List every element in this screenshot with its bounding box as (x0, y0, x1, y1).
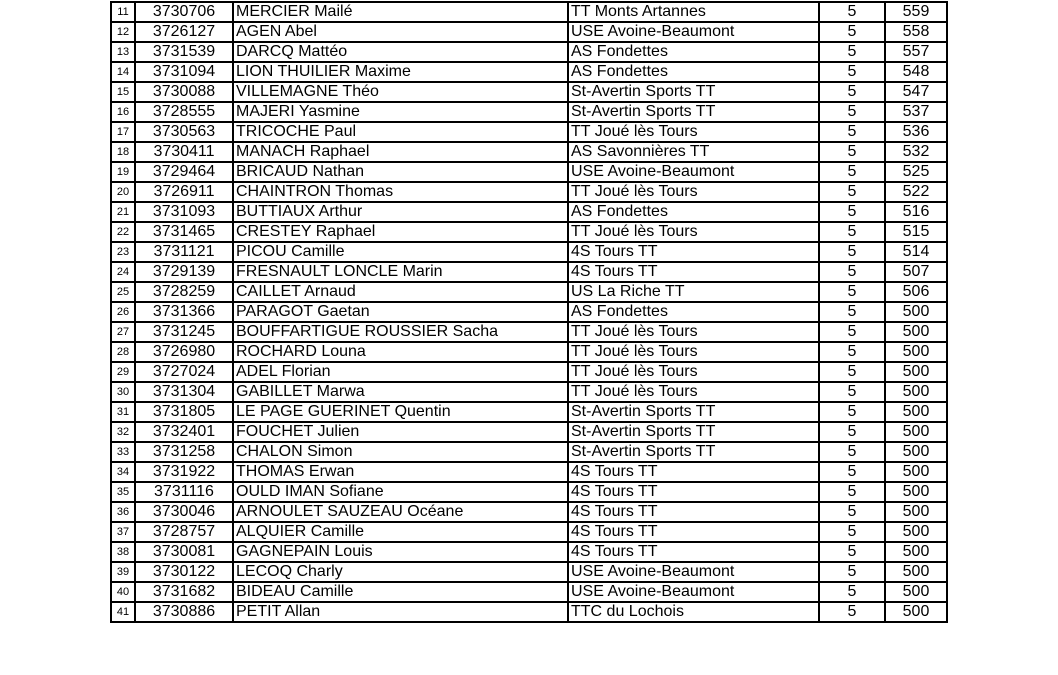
player-name-cell: LECOQ Charly (233, 562, 568, 582)
license-number-cell: 3726911 (135, 182, 233, 202)
club-cell: TT Joué lès Tours (568, 322, 819, 342)
club-cell: AS Savonnières TT (568, 142, 819, 162)
rank-cell: 30 (111, 382, 135, 402)
license-number-cell: 3731465 (135, 222, 233, 242)
club-cell: TT Joué lès Tours (568, 182, 819, 202)
license-number-cell: 3728555 (135, 102, 233, 122)
rank-cell: 39 (111, 562, 135, 582)
category-cell: 5 (819, 362, 885, 382)
category-cell: 5 (819, 462, 885, 482)
player-name-cell: CAILLET Arnaud (233, 282, 568, 302)
license-number-cell: 3726980 (135, 342, 233, 362)
points-cell: 500 (885, 582, 947, 602)
license-number-cell: 3731539 (135, 42, 233, 62)
category-cell: 5 (819, 342, 885, 362)
club-cell: 4S Tours TT (568, 462, 819, 482)
license-number-cell: 3728757 (135, 522, 233, 542)
club-cell: USE Avoine-Beaumont (568, 162, 819, 182)
club-cell: TT Joué lès Tours (568, 122, 819, 142)
points-cell: 500 (885, 342, 947, 362)
rank-cell: 22 (111, 222, 135, 242)
license-number-cell: 3730563 (135, 122, 233, 142)
table-row (111, 602, 947, 622)
rank-cell: 38 (111, 542, 135, 562)
table-row (111, 62, 947, 82)
category-cell: 5 (819, 2, 885, 22)
player-name-cell: MAJERI Yasmine (233, 102, 568, 122)
license-number-cell: 3726127 (135, 22, 233, 42)
player-name-cell: OULD IMAN Sofiane (233, 482, 568, 502)
rank-cell: 36 (111, 502, 135, 522)
table-row (111, 262, 947, 282)
points-cell: 500 (885, 362, 947, 382)
points-cell: 525 (885, 162, 947, 182)
rank-cell: 28 (111, 342, 135, 362)
points-cell: 548 (885, 62, 947, 82)
club-cell: TT Joué lès Tours (568, 362, 819, 382)
points-cell: 500 (885, 542, 947, 562)
player-name-cell: ROCHARD Louna (233, 342, 568, 362)
player-name-cell: PICOU Camille (233, 242, 568, 262)
points-cell: 500 (885, 482, 947, 502)
ranking-table (110, 1, 948, 623)
player-name-cell: GAGNEPAIN Louis (233, 542, 568, 562)
category-cell: 5 (819, 542, 885, 562)
category-cell: 5 (819, 122, 885, 142)
category-cell: 5 (819, 162, 885, 182)
club-cell: TTC du Lochois (568, 602, 819, 622)
rank-cell: 23 (111, 242, 135, 262)
category-cell: 5 (819, 242, 885, 262)
club-cell: St-Avertin Sports TT (568, 102, 819, 122)
rank-cell: 20 (111, 182, 135, 202)
rank-cell: 37 (111, 522, 135, 542)
license-number-cell: 3730122 (135, 562, 233, 582)
points-cell: 532 (885, 142, 947, 162)
license-number-cell: 3731682 (135, 582, 233, 602)
table-row (111, 222, 947, 242)
category-cell: 5 (819, 522, 885, 542)
player-name-cell: VILLEMAGNE Théo (233, 82, 568, 102)
player-name-cell: LE PAGE GUERINET Quentin (233, 402, 568, 422)
table-row (111, 82, 947, 102)
table-row (111, 382, 947, 402)
table-row (111, 122, 947, 142)
rank-cell: 21 (111, 202, 135, 222)
player-name-cell: ARNOULET SAUZEAU Océane (233, 502, 568, 522)
player-name-cell: BOUFFARTIGUE ROUSSIER Sacha (233, 322, 568, 342)
license-number-cell: 3731093 (135, 202, 233, 222)
club-cell: TT Joué lès Tours (568, 342, 819, 362)
player-name-cell: ADEL Florian (233, 362, 568, 382)
category-cell: 5 (819, 202, 885, 222)
rank-cell: 15 (111, 82, 135, 102)
rank-cell: 12 (111, 22, 135, 42)
category-cell: 5 (819, 62, 885, 82)
table-row (111, 542, 947, 562)
rank-cell: 26 (111, 302, 135, 322)
player-name-cell: CRESTEY Raphael (233, 222, 568, 242)
player-name-cell: LION THUILIER Maxime (233, 62, 568, 82)
license-number-cell: 3731121 (135, 242, 233, 262)
points-cell: 558 (885, 22, 947, 42)
rank-cell: 19 (111, 162, 135, 182)
license-number-cell: 3731245 (135, 322, 233, 342)
club-cell: USE Avoine-Beaumont (568, 22, 819, 42)
license-number-cell: 3730088 (135, 82, 233, 102)
club-cell: St-Avertin Sports TT (568, 402, 819, 422)
points-cell: 522 (885, 182, 947, 202)
table-row (111, 562, 947, 582)
table-row (111, 102, 947, 122)
points-cell: 500 (885, 602, 947, 622)
club-cell: St-Avertin Sports TT (568, 82, 819, 102)
club-cell: 4S Tours TT (568, 242, 819, 262)
player-name-cell: CHALON Simon (233, 442, 568, 462)
points-cell: 547 (885, 82, 947, 102)
license-number-cell: 3730081 (135, 542, 233, 562)
player-name-cell: FRESNAULT LONCLE Marin (233, 262, 568, 282)
points-cell: 506 (885, 282, 947, 302)
license-number-cell: 3731805 (135, 402, 233, 422)
table-row (111, 162, 947, 182)
club-cell: USE Avoine-Beaumont (568, 582, 819, 602)
rank-cell: 34 (111, 462, 135, 482)
rank-cell: 32 (111, 422, 135, 442)
table-row (111, 582, 947, 602)
club-cell: US La Riche TT (568, 282, 819, 302)
license-number-cell: 3730706 (135, 2, 233, 22)
table-row (111, 502, 947, 522)
club-cell: AS Fondettes (568, 62, 819, 82)
table-row (111, 462, 947, 482)
table-row (111, 22, 947, 42)
player-name-cell: GABILLET Marwa (233, 382, 568, 402)
points-cell: 500 (885, 302, 947, 322)
rank-cell: 41 (111, 602, 135, 622)
player-name-cell: BIDEAU Camille (233, 582, 568, 602)
table-body (111, 2, 947, 622)
player-name-cell: FOUCHET Julien (233, 422, 568, 442)
player-name-cell: PETIT Allan (233, 602, 568, 622)
club-cell: TT Joué lès Tours (568, 222, 819, 242)
club-cell: 4S Tours TT (568, 542, 819, 562)
club-cell: St-Avertin Sports TT (568, 442, 819, 462)
points-cell: 557 (885, 42, 947, 62)
table-row (111, 482, 947, 502)
player-name-cell: TRICOCHE Paul (233, 122, 568, 142)
license-number-cell: 3731116 (135, 482, 233, 502)
player-name-cell: BUTTIAUX Arthur (233, 202, 568, 222)
points-cell: 500 (885, 562, 947, 582)
table-row (111, 522, 947, 542)
player-name-cell: AGEN Abel (233, 22, 568, 42)
points-cell: 500 (885, 382, 947, 402)
rank-cell: 13 (111, 42, 135, 62)
table-row (111, 2, 947, 22)
player-name-cell: ALQUIER Camille (233, 522, 568, 542)
club-cell: TT Monts Artannes (568, 2, 819, 22)
table-row (111, 202, 947, 222)
points-cell: 500 (885, 502, 947, 522)
table-row (111, 242, 947, 262)
points-cell: 507 (885, 262, 947, 282)
license-number-cell: 3730886 (135, 602, 233, 622)
category-cell: 5 (819, 502, 885, 522)
table-row (111, 422, 947, 442)
license-number-cell: 3729139 (135, 262, 233, 282)
category-cell: 5 (819, 262, 885, 282)
points-cell: 537 (885, 102, 947, 122)
points-cell: 559 (885, 2, 947, 22)
table-row (111, 42, 947, 62)
category-cell: 5 (819, 222, 885, 242)
club-cell: 4S Tours TT (568, 522, 819, 542)
points-cell: 500 (885, 442, 947, 462)
player-name-cell: MERCIER Mailé (233, 2, 568, 22)
category-cell: 5 (819, 42, 885, 62)
player-name-cell: MANACH Raphael (233, 142, 568, 162)
club-cell: St-Avertin Sports TT (568, 422, 819, 442)
category-cell: 5 (819, 282, 885, 302)
points-cell: 500 (885, 422, 947, 442)
rank-cell: 17 (111, 122, 135, 142)
club-cell: 4S Tours TT (568, 502, 819, 522)
license-number-cell: 3730411 (135, 142, 233, 162)
license-number-cell: 3731366 (135, 302, 233, 322)
club-cell: TT Joué lès Tours (568, 382, 819, 402)
club-cell: USE Avoine-Beaumont (568, 562, 819, 582)
table-row (111, 362, 947, 382)
category-cell: 5 (819, 602, 885, 622)
points-cell: 500 (885, 462, 947, 482)
license-number-cell: 3730046 (135, 502, 233, 522)
points-cell: 536 (885, 122, 947, 142)
license-number-cell: 3729464 (135, 162, 233, 182)
table-row (111, 442, 947, 462)
rank-cell: 14 (111, 62, 135, 82)
table-row (111, 142, 947, 162)
category-cell: 5 (819, 182, 885, 202)
points-cell: 500 (885, 402, 947, 422)
player-name-cell: PARAGOT Gaetan (233, 302, 568, 322)
rank-cell: 27 (111, 322, 135, 342)
club-cell: 4S Tours TT (568, 482, 819, 502)
category-cell: 5 (819, 422, 885, 442)
player-name-cell: DARCQ Mattéo (233, 42, 568, 62)
points-cell: 514 (885, 242, 947, 262)
rank-cell: 33 (111, 442, 135, 462)
player-name-cell: CHAINTRON Thomas (233, 182, 568, 202)
rank-cell: 29 (111, 362, 135, 382)
club-cell: AS Fondettes (568, 202, 819, 222)
points-cell: 515 (885, 222, 947, 242)
category-cell: 5 (819, 302, 885, 322)
category-cell: 5 (819, 322, 885, 342)
license-number-cell: 3731094 (135, 62, 233, 82)
license-number-cell: 3731304 (135, 382, 233, 402)
points-cell: 500 (885, 322, 947, 342)
category-cell: 5 (819, 82, 885, 102)
category-cell: 5 (819, 22, 885, 42)
table-row (111, 182, 947, 202)
rank-cell: 35 (111, 482, 135, 502)
club-cell: AS Fondettes (568, 42, 819, 62)
table-row (111, 282, 947, 302)
table-row (111, 402, 947, 422)
rank-cell: 16 (111, 102, 135, 122)
category-cell: 5 (819, 142, 885, 162)
table-row (111, 302, 947, 322)
category-cell: 5 (819, 402, 885, 422)
license-number-cell: 3731258 (135, 442, 233, 462)
table-row (111, 322, 947, 342)
license-number-cell: 3728259 (135, 282, 233, 302)
category-cell: 5 (819, 442, 885, 462)
club-cell: 4S Tours TT (568, 262, 819, 282)
category-cell: 5 (819, 582, 885, 602)
player-name-cell: THOMAS Erwan (233, 462, 568, 482)
club-cell: AS Fondettes (568, 302, 819, 322)
table-row (111, 342, 947, 362)
category-cell: 5 (819, 382, 885, 402)
category-cell: 5 (819, 562, 885, 582)
points-cell: 500 (885, 522, 947, 542)
rank-cell: 40 (111, 582, 135, 602)
category-cell: 5 (819, 102, 885, 122)
player-name-cell: BRICAUD Nathan (233, 162, 568, 182)
license-number-cell: 3727024 (135, 362, 233, 382)
rank-cell: 25 (111, 282, 135, 302)
rank-cell: 31 (111, 402, 135, 422)
license-number-cell: 3732401 (135, 422, 233, 442)
license-number-cell: 3731922 (135, 462, 233, 482)
points-cell: 516 (885, 202, 947, 222)
category-cell: 5 (819, 482, 885, 502)
rank-cell: 11 (111, 2, 135, 22)
rank-cell: 18 (111, 142, 135, 162)
rank-cell: 24 (111, 262, 135, 282)
